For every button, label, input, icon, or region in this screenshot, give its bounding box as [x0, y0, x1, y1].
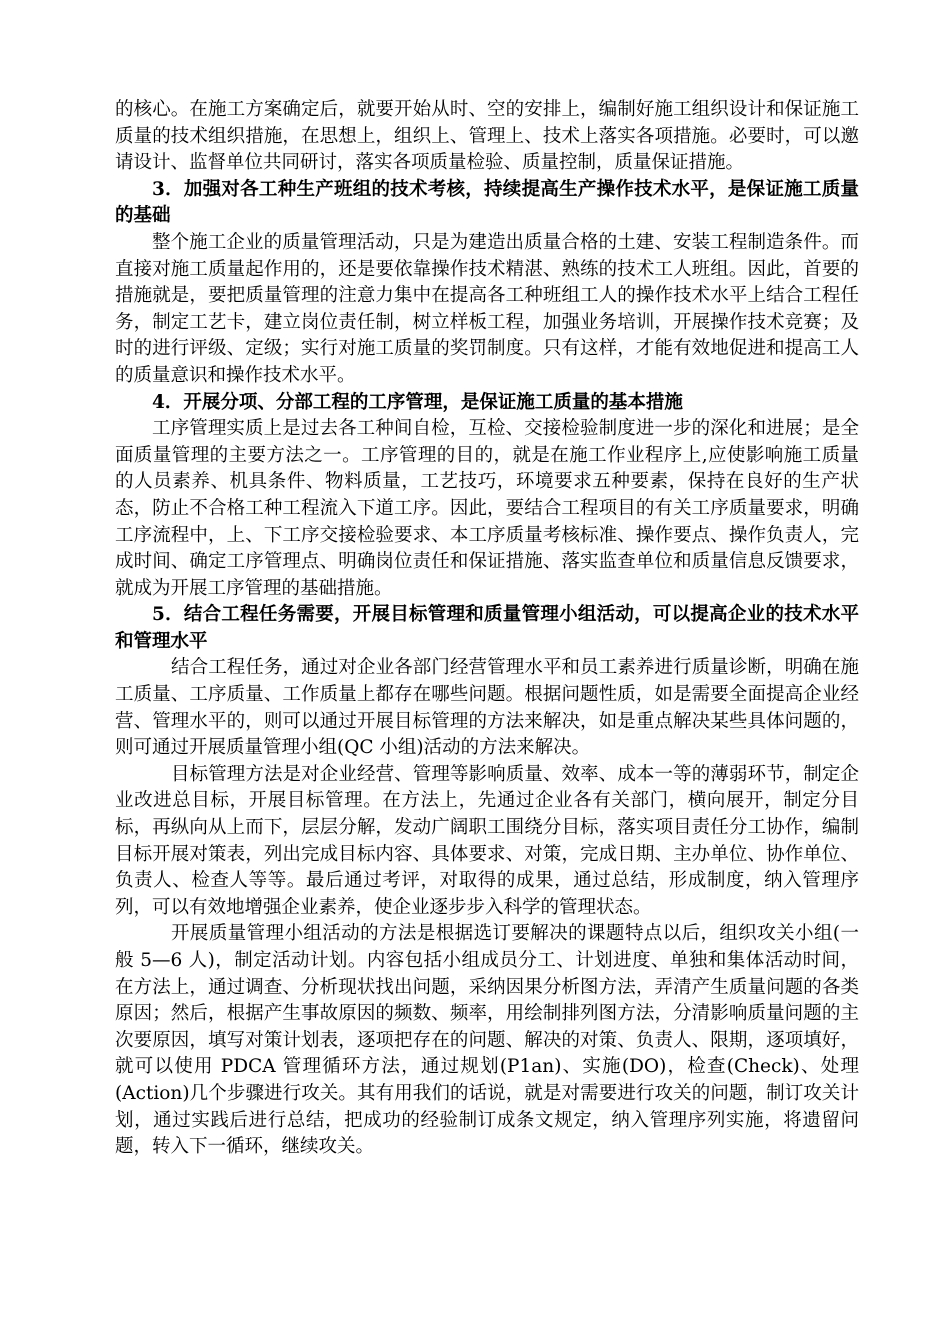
- paragraph-section-3: 整个施工企业的质量管理活动，只是为建造出质量合格的土建、安装工程制造条件。而直接对施工质量起作用的，还是要依靠操作技术精湛、熟练的技术工人班组。因此，首要的措施就是，要把质量管理的注意力集中在提高各工种班组工人的操作技术水平上结合工程任务，制定工艺卡，建立岗位责任制，树立样板工程，加强业务培训，开展操作技术竞赛；及时的进行评级、定级；实行对施工质量的奖罚制度。只有这样，才能有效地促进和提高工人的质量意识和操作技术水平。: [115, 231, 859, 386]
- section-heading-3: 3．加强对各工种生产班组的技术考核，持续提高生产操作技术水平，是保证施工质量的基础: [115, 178, 859, 227]
- paragraph-section-5-objective-management: 目标管理方法是对企业经营、管理等影响质量、效率、成本一等的薄弱环节，制定企业改进总目标，开展目标管理。在方法上，先通过企业各有关部门，横向展开，制定分目标，再纵向从上而下，层层分解，发动广阔职工围绕分目标，落实项目责任分工协作，编制目标开展对策表，列出完成目标内容、具体要求、对策，完成日期、主办单位、协作单位、负责人、检查人等等。最后通过考评，对取得的成果，通过总结，形成制度，纳入管理序列，可以有效地增强企业素养，使企业逐步步入科学的管理状态。: [115, 763, 859, 918]
- document-page: [115, 97, 859, 1161]
- paragraph-section-5-qc-group: 开展质量管理小组活动的方法是根据选订要解决的课题特点以后，组织攻关小组(一般 5—6 人)，制定活动计划。内容包括小组成员分工、计划进度、单独和集体活动时间，在方法上，通过调查、分析现状找出问题，采纳因果分析图方法，弄清产生质量问题的各类原因；然后，根据产生事故原因的频数、频率，用绘制排列图方法，分清影响质量问题的主次要原因，填写对策计划表，逐项把存在的问题、解决的对策、负责人、限期，逐项填好，就可以使用 PDCA 管理循环方法，通过规划(P1an)、实施(DO)，检查(Check)、处理(Action)几个步骤进行攻关。其有用我们的话说，就是对需要进行攻关的问题，制订攻关计划，通过实践后进行总结，把成功的经验制订成条文规定，纳入管理序列实施，将遗留问题，转入下一循环，继续攻关。: [115, 923, 859, 1158]
- paragraph-continuation: 的核心。在施工方案确定后，就要开始从时、空的安排上，编制好施工组织设计和保证施工质量的技术组织措施，在思想上，组织上、管理上、技术上落实各项措施。必要时，可以邀请设计、监督单位共同研讨，落实各项质量检验、质量控制，质量保证措施。: [115, 99, 859, 174]
- paragraph-section-5-diagnosis: 结合工程任务，通过对企业各部门经营管理水平和员工素养进行质量诊断，明确在施工质量、工序质量、工作质量上都存在哪些问题。根据问题性质，如是需要全面提高企业经营、管理水平的，则可以通过开展目标管理的方法来解决，如是重点解决某些具体问题的，则可通过开展质量管理小组(QC 小组)活动的方法来解决。: [115, 657, 859, 759]
- paragraph-section-4: 工序管理实质上是过去各工种间自检，互检、交接检验制度进一步的深化和进展；是全面质量管理的主要方法之一。工序管理的目的，就是在施工作业程序上,应使影响施工质量的人员素养、机具条件、物料质量，工艺技巧，环境要求五种要素，保持在良好的生产状态，防止不合格工种工程流入下道工序。因此，要结合工程项目的有关工序质量要求，明确工序流程中，上、下工序交接检验要求、本工序质量考核标准、操作要点、操作负责人，完成时间、确定工序管理点、明确岗位责任和保证措施、落实监查单位和质量信息反馈要求，就成为开展工序管理的基础措施。: [115, 418, 859, 599]
- section-heading-5: 5．结合工程任务需要，开展目标管理和质量管理小组活动，可以提高企业的技术水平和管理水平: [115, 604, 859, 652]
- section-heading-4: 4．开展分项、分部工程的工序管理，是保证施工质量的基本措施: [152, 391, 683, 413]
